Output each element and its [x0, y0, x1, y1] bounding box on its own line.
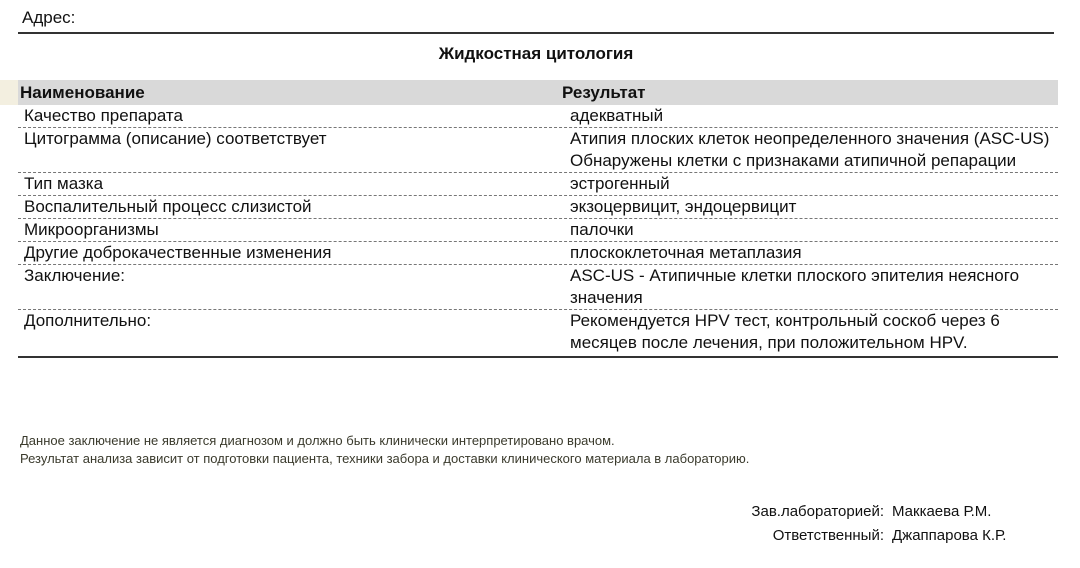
signature-person: Джаппарова К.Р. — [892, 527, 1007, 544]
table-header — [18, 80, 1058, 105]
row-name: Тип мазка — [24, 174, 104, 193]
row-name: Микроорганизмы — [24, 220, 159, 239]
row-name: Заключение: — [24, 266, 126, 285]
results-table — [18, 80, 1058, 358]
disclaimer-notes — [20, 432, 749, 468]
disclaimer-line: Результат анализа зависит от подготовки пациента, техники забора и доставки клинического материала в лабораторию. — [20, 451, 750, 466]
signature-row — [751, 500, 1028, 524]
row-result: Атипия плоских клеток неопределенного значения (ASC-US) Обнаружены клетки с признаками атипичной репарации — [570, 129, 1050, 170]
table-row — [18, 219, 1058, 242]
signature-role: Ответственный: — [772, 527, 884, 544]
table-row — [18, 128, 1058, 173]
row-name: Качество препарата — [24, 106, 183, 125]
section-title: Жидкостная цитология — [438, 44, 634, 63]
table-row — [18, 265, 1058, 310]
row-result: экзоцервицит, эндоцервицит — [570, 197, 797, 216]
row-result: Рекомендуется HPV тест, контрольный соскоб через 6 месяцев после лечения, при положительном HPV. — [570, 311, 1000, 352]
signature-person: Маккаева Р.М. — [892, 503, 992, 520]
signature-row — [751, 524, 1028, 548]
column-header-name: Наименование — [20, 83, 145, 102]
column-header-result: Результат — [562, 83, 646, 102]
header-accent — [0, 80, 18, 105]
table-row — [18, 173, 1058, 196]
address-row — [18, 6, 1054, 34]
table-row — [18, 196, 1058, 219]
address-label: Адрес: — [22, 8, 76, 27]
row-name: Другие доброкачественные изменения — [24, 243, 332, 262]
row-result: адекватный — [570, 106, 664, 125]
row-name: Воспалительный процесс слизистой — [24, 197, 312, 216]
table-row — [18, 242, 1058, 265]
row-name: Дополнительно: — [24, 311, 152, 330]
disclaimer-line: Данное заключение не является диагнозом и должно быть клинически интерпретировано врачом. — [20, 433, 615, 448]
row-result: ASC-US - Атипичные клетки плоского эпителия неясного значения — [570, 266, 1020, 307]
signatures-block — [751, 500, 1028, 548]
row-result: палочки — [570, 220, 634, 239]
row-result: плоскоклеточная метаплазия — [570, 243, 802, 262]
table-row — [18, 310, 1058, 358]
row-name: Цитограмма (описание) соответствует — [24, 129, 327, 148]
signature-role: Зав.лабораторией: — [751, 503, 884, 520]
row-result: эстрогенный — [570, 174, 670, 193]
cropped-text-remnant — [300, 0, 560, 2]
table-row — [18, 105, 1058, 128]
